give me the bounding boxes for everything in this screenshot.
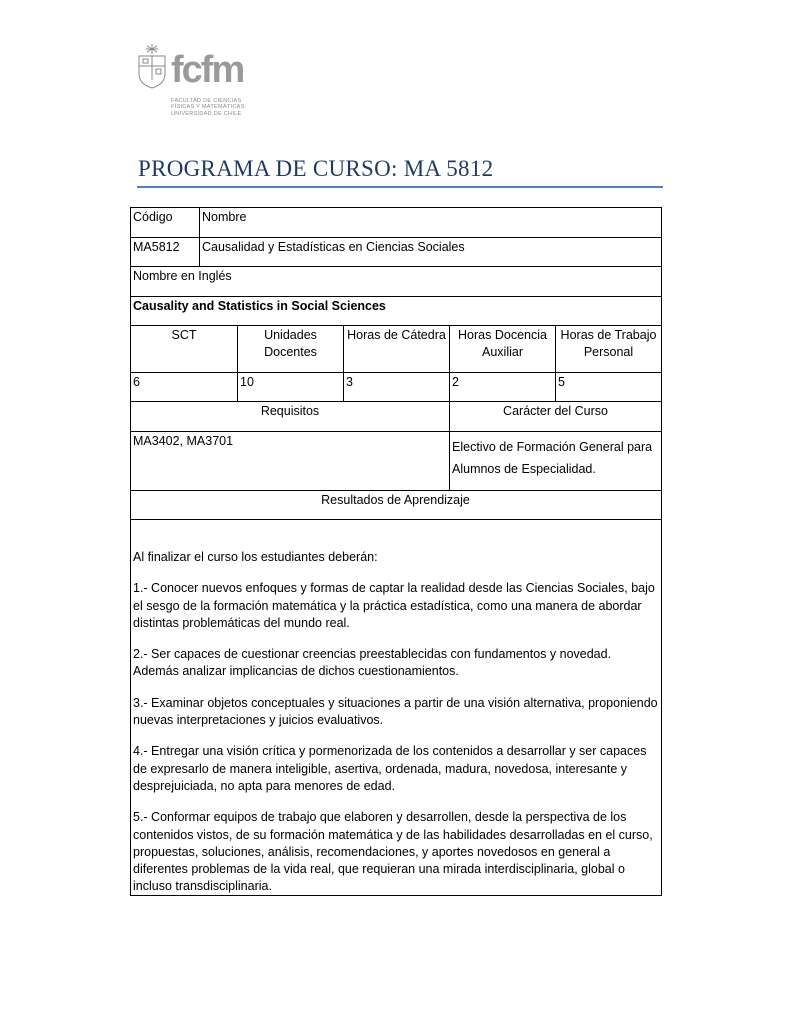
fcfm-logo (135, 42, 265, 120)
logo-line: FACULTAD DE CIENCIAS (171, 98, 242, 104)
page-title: PROGRAMA DE CURSO: MA 5812 (138, 156, 494, 181)
codigo-value: MA5812 (133, 240, 180, 254)
nombre-ingles-value: Causality and Statistics in Social Sciences (133, 299, 386, 313)
header-unidades-docentes: Unidades Docentes (264, 328, 317, 359)
requisitos-value: MA3402, MA3701 (133, 434, 234, 448)
title-rule (137, 186, 663, 188)
header-horas-catedra: Horas de Cátedra (347, 328, 446, 342)
logo-line: FÍSICAS Y MATEMÁTICAS (171, 104, 245, 111)
table-border (661, 207, 662, 896)
nombre-ingles-label: Nombre en Inglés (133, 269, 232, 283)
value-horas-docencia-auxiliar: 2 (452, 375, 459, 389)
resultados-label: Resultados de Aprendizaje (321, 493, 470, 507)
resultados-intro: Al finalizar el curso los estudiantes deberán: (133, 550, 378, 564)
university-seal-icon (135, 42, 169, 90)
header-horas-docencia-auxiliar: Horas Docencia Auxiliar (458, 328, 547, 359)
table-border (130, 519, 662, 520)
resultados-content (131, 548, 660, 911)
caracter-line: Alumnos de Especialidad. (452, 462, 596, 476)
resultado-item: 4.- Entregar una visión crítica y pormenorizada de los contenidos a desarrollar y ser capaces de expresarlo de manera inteligible, asertiva, ordenada, madura, novedosa, interesante y desprejuiciada, no apta para menores de edad. (133, 744, 647, 793)
resultado-item: 1.- Conocer nuevos enfoques y formas de captar la realidad desde las Ciencias Sociales, bajo el sesgo de la formación matemática y la práctica estadística, como una manera de abordar distintas problemáticas del mundo real. (133, 581, 655, 630)
requisitos-label: Requisitos (260, 404, 320, 418)
caracter-line: Electivo de Formación General para (452, 440, 653, 454)
value-sct: 6 (133, 375, 140, 389)
resultado-item: 3.- Examinar objetos conceptuales y situaciones a partir de una visión alternativa, proponiendo nuevas interpretaciones y juicios evaluativos. (133, 695, 658, 728)
header-horas-trabajo-personal: Horas de Trabajo Personal (560, 328, 657, 359)
caracter-value (450, 432, 661, 484)
value-horas-catedra: 3 (346, 375, 353, 389)
caracter-label: Carácter del Curso (503, 404, 608, 418)
resultado-item: 5.- Conformar equipos de trabajo que elaboren y desarrollen, desde la perspectiva de los contenidos vistos, de su formación matemática y de las habilidades desarrolladas en el curso, propuestas, soluciones, análisis, recomendaciones, y aportes novedosos en general a diferentes problemas de la vida real, que requieran una mirada interdisciplinaria, global o incluso transdisciplinaria. (133, 810, 653, 894)
logo-subtitle (171, 98, 245, 117)
value-unidades-docentes: 10 (240, 375, 254, 389)
header-sct: SCT (171, 328, 197, 342)
resultado-item: 2.- Ser capaces de cuestionar creencias preestablecidas con fundamentos y novedad. Además analizar implicancias de dichos cuestionamientos. (133, 647, 612, 679)
codigo-label: Código (133, 210, 173, 224)
value-horas-trabajo-personal: 5 (558, 375, 565, 389)
nombre-value: Causalidad y Estadísticas en Ciencias Sociales (202, 240, 465, 254)
nombre-label: Nombre (202, 210, 247, 224)
logo-line: UNIVERSIDAD DE CHILE (171, 110, 242, 117)
logo-wordmark: fcfm (171, 49, 244, 91)
